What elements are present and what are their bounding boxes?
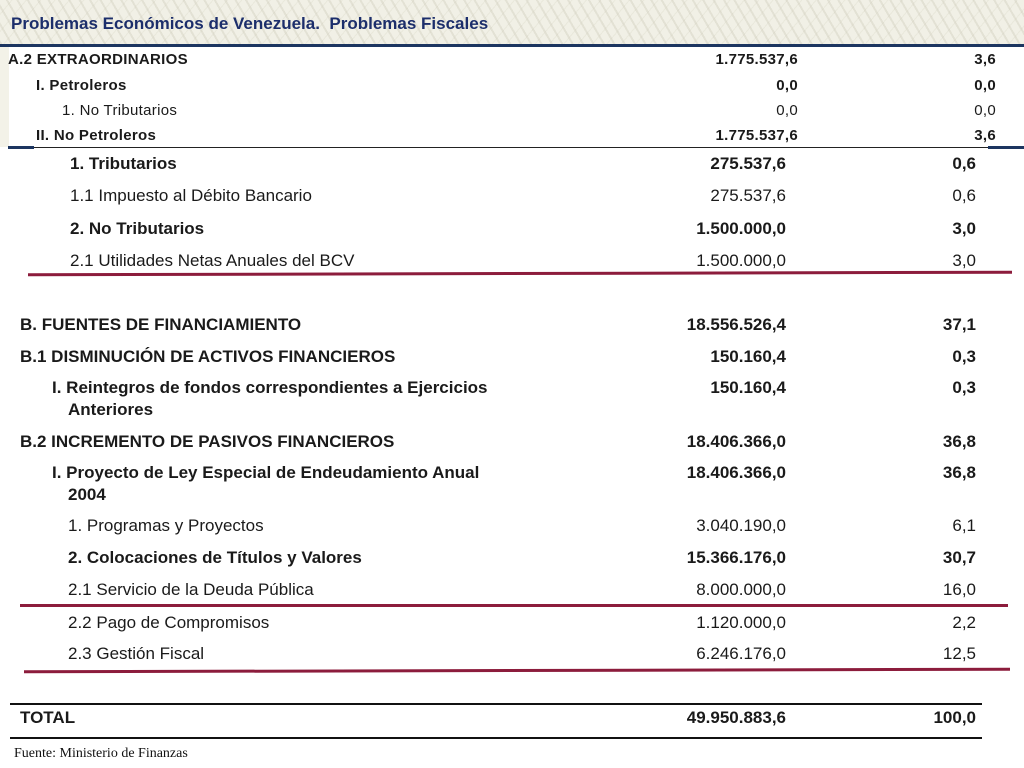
table-row xyxy=(6,127,1024,147)
row-percent: 2,2 xyxy=(952,613,976,632)
table-row xyxy=(6,102,1024,122)
total-amount: 49.950.883,6 xyxy=(686,708,786,727)
row-amount: 8.000.000,0 xyxy=(696,580,786,599)
row-label: 2. No Tributarios xyxy=(70,219,205,238)
row-label-continued: 2004 xyxy=(68,485,106,504)
total-label: TOTAL xyxy=(20,708,76,727)
row-percent: 3,0 xyxy=(952,219,976,238)
row-label: 2.3 Gestión Fiscal xyxy=(68,644,205,663)
extraordinarios-table xyxy=(6,47,1024,148)
row-label: 1. No Tributarios xyxy=(62,102,178,119)
row-amount: 0,0 xyxy=(776,102,798,119)
row-label: II. No Petroleros xyxy=(36,127,157,144)
divider-mark-left xyxy=(8,146,34,149)
row-amount: 1.120.000,0 xyxy=(696,613,786,632)
row-percent: 36,8 xyxy=(942,432,976,451)
row-amount: 1.500.000,0 xyxy=(696,251,786,270)
row-amount: 18.406.366,0 xyxy=(686,432,786,451)
row-amount: 3.040.190,0 xyxy=(696,516,786,535)
row-label: B.1 DISMINUCIÓN DE ACTIVOS FINANCIEROS xyxy=(20,347,396,366)
row-label: I. Reintegros de fondos correspondientes a Ejercicios xyxy=(52,378,488,397)
row-label: I. Proyecto de Ley Especial de Endeudamiento Anual xyxy=(52,463,480,482)
row-label: 1.1 Impuesto al Débito Bancario xyxy=(70,186,312,205)
row-percent: 0,3 xyxy=(952,347,976,366)
row-amount: 150.160,4 xyxy=(710,347,786,366)
accent-divider-line xyxy=(20,604,1008,607)
page-title: Problemas Económicos de Venezuela. Problemas Fiscales xyxy=(11,14,489,33)
row-percent: 0,0 xyxy=(974,102,996,119)
row-percent: 0,3 xyxy=(952,378,976,397)
row-amount: 18.406.366,0 xyxy=(686,463,786,482)
row-percent: 12,5 xyxy=(942,644,976,663)
row-amount: 1.775.537,6 xyxy=(715,51,798,68)
row-percent: 16,0 xyxy=(942,580,976,599)
row-label: 2.1 Servicio de la Deuda Pública xyxy=(68,580,314,599)
row-percent: 0,0 xyxy=(974,77,996,94)
row-percent: 3,0 xyxy=(952,251,976,270)
row-amount: 6.246.176,0 xyxy=(696,644,786,663)
row-amount: 275.537,6 xyxy=(710,154,786,173)
row-percent: 3,6 xyxy=(974,51,996,68)
row-label: 1. Programas y Proyectos xyxy=(68,516,264,535)
row-percent: 3,6 xyxy=(974,127,996,144)
table-row xyxy=(6,51,1024,71)
row-amount: 275.537,6 xyxy=(710,186,786,205)
row-percent: 0,6 xyxy=(952,154,976,173)
row-amount: 18.556.526,4 xyxy=(686,315,786,334)
header-banner xyxy=(0,0,1024,44)
row-amount: 0,0 xyxy=(776,77,798,94)
row-label: 2.1 Utilidades Netas Anuales del BCV xyxy=(70,251,355,270)
row-label: 2. Colocaciones de Títulos y Valores xyxy=(68,548,362,567)
row-label-continued: Anteriores xyxy=(68,400,154,419)
row-percent: 30,7 xyxy=(942,548,976,567)
row-percent: 37,1 xyxy=(942,315,976,334)
divider-mark-right xyxy=(988,146,1024,149)
row-percent: 6,1 xyxy=(952,516,976,535)
row-label: I. Petroleros xyxy=(36,77,127,94)
row-label: A.2 EXTRAORDINARIOS xyxy=(8,51,188,68)
financing-table xyxy=(0,150,1024,750)
row-amount: 1.775.537,6 xyxy=(715,127,798,144)
total-bottom-rule xyxy=(10,737,982,739)
row-label: 2.2 Pago de Compromisos xyxy=(68,613,270,632)
total-percent: 100,0 xyxy=(933,708,976,727)
row-label: B. FUENTES DE FINANCIAMIENTO xyxy=(20,315,302,334)
row-label: B.2 INCREMENTO DE PASIVOS FINANCIEROS xyxy=(20,432,395,451)
row-amount: 150.160,4 xyxy=(710,378,786,397)
row-percent: 0,6 xyxy=(952,186,976,205)
table-row xyxy=(6,77,1024,97)
row-label: 1. Tributarios xyxy=(70,154,177,173)
divider-line xyxy=(34,147,988,148)
source-note: Fuente: Ministerio de Finanzas xyxy=(14,746,188,761)
total-top-rule xyxy=(10,703,982,705)
row-amount: 1.500.000,0 xyxy=(696,219,786,238)
row-amount: 15.366.176,0 xyxy=(686,548,786,567)
row-percent: 36,8 xyxy=(942,463,976,482)
